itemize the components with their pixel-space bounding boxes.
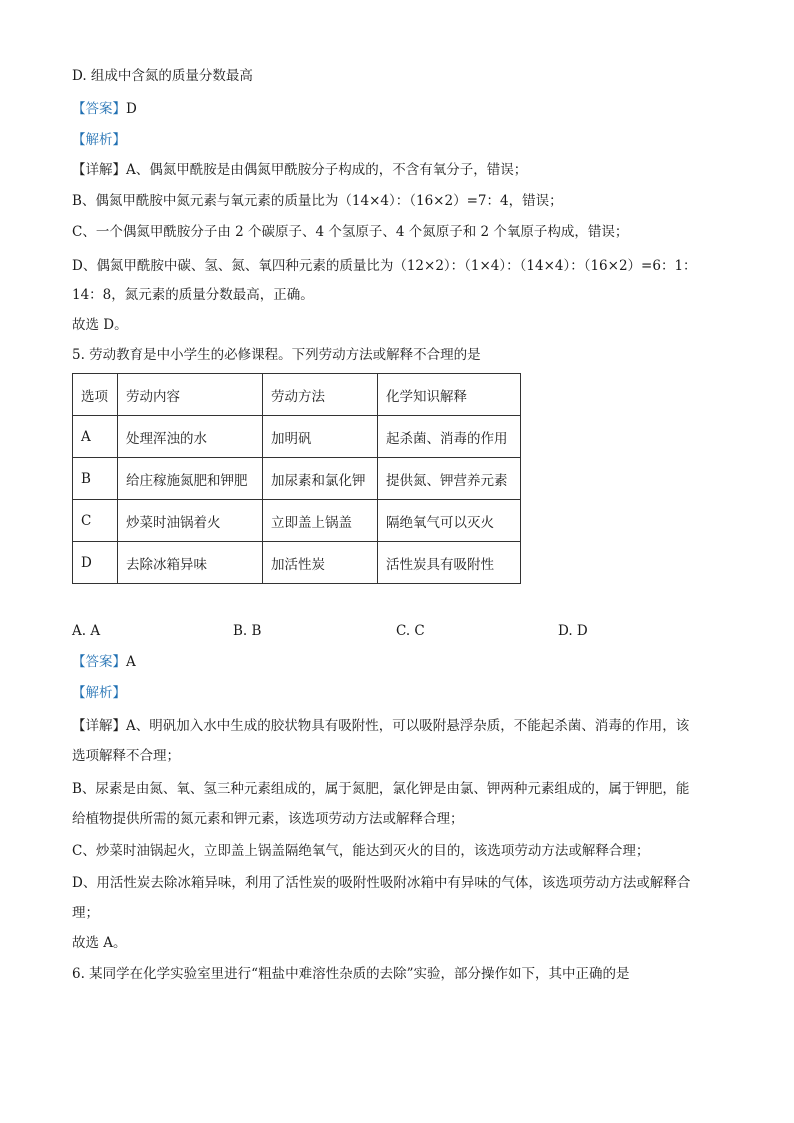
q4-conclusion: 故选 D。	[72, 317, 128, 333]
q4-detail-b: B、偶氮甲酰胺中氮元素与氧元素的质量比为（14×4）：（16×2）=7：4，错误；	[72, 193, 563, 209]
q4-detail-d2: 14：8，氮元素的质量分数最高，正确。	[72, 287, 314, 303]
q5-detail-b1: B、尿素是由氮、氧、氢三种元素组成的，属于氮肥，氯化钾是由氯、钾两种元素组成的，属于钾肥，能	[72, 781, 690, 797]
q5-table	[72, 373, 521, 584]
q5-detail-b2: 给植物提供所需的氮元素和钾元素，该选项劳动方法或解释合理；	[72, 811, 464, 827]
q5-answer: A	[126, 654, 136, 670]
q5-analysis-tag: 【解析】	[72, 685, 126, 701]
answer-tag: 【答案】	[72, 654, 126, 670]
q4-answer-line	[72, 99, 137, 119]
table-cell: 提供氮、钾营养元素	[378, 458, 521, 500]
table-row	[73, 500, 521, 542]
q4-detail-d1: D、偶氮甲酰胺中碳、氢、氮、氧四种元素的质量比为（12×2）：（1×4）：（14×4）：（16×2）=6：1：	[72, 258, 697, 274]
table-header-row	[73, 374, 521, 416]
detail-tag: 【详解】	[72, 718, 126, 734]
q4-analysis-tag: 【解析】	[72, 132, 126, 148]
table-cell: C	[73, 500, 118, 542]
table-header: 化学知识解释	[378, 374, 521, 416]
table-cell: 隔绝氧气可以灭火	[378, 500, 521, 542]
table-cell: 加活性炭	[263, 542, 378, 584]
table-cell: 加尿素和氯化钾	[263, 458, 378, 500]
table-row	[73, 542, 521, 584]
option-a[interactable]: A. A	[72, 623, 101, 639]
table-row	[73, 458, 521, 500]
q4-detail-a	[72, 160, 527, 180]
table-cell: D	[73, 542, 118, 584]
q6-question: 6. 某同学在化学实验室里进行“粗盐中难溶性杂质的去除”实验，部分操作如下，其中正确的是	[72, 966, 630, 982]
table-cell: 加明矾	[263, 416, 378, 458]
table-header: 劳动内容	[118, 374, 263, 416]
table-cell: A	[73, 416, 118, 458]
table-cell: 给庄稼施氮肥和钾肥	[118, 458, 263, 500]
table-header: 选项	[73, 374, 118, 416]
option-b[interactable]: B. B	[233, 623, 262, 639]
q5-detail-d2: 理；	[72, 905, 99, 921]
answer-tag: 【答案】	[72, 101, 126, 117]
option-c[interactable]: C. C	[396, 623, 425, 639]
table-cell: 去除冰箱异味	[118, 542, 263, 584]
table-cell: 炒菜时油锅着火	[118, 500, 263, 542]
table-cell: B	[73, 458, 118, 500]
table-cell: 立即盖上锅盖	[263, 500, 378, 542]
q5-detail-a1	[72, 716, 689, 736]
prev-option-d: D. 组成中含氮的质量分数最高	[72, 68, 253, 84]
q5-question: 5. 劳动教育是中小学生的必修课程。下列劳动方法或解释不合理的是	[72, 347, 481, 363]
q5-conclusion: 故选 A。	[72, 935, 127, 951]
q4-detail-c: C、一个偶氮甲酰胺分子由 2 个碳原子、4 个氢原子、4 个氮原子和 2 个氧原子构成，错误；	[72, 224, 629, 240]
q5-detail-c: C、炒菜时油锅起火，立即盖上锅盖隔绝氧气，能达到灭火的目的，该选项劳动方法或解释合理；	[72, 843, 650, 859]
q4-answer: D	[126, 101, 137, 117]
q5-detail-d1: D、用活性炭去除冰箱异味，利用了活性炭的吸附性吸附冰箱中有异味的气体，该选项劳动方法或解释合	[72, 875, 691, 891]
q5-detail-a2: 选项解释不合理；	[72, 748, 180, 764]
option-d[interactable]: D. D	[558, 623, 588, 639]
table-cell: 活性炭具有吸附性	[378, 542, 521, 584]
q4-detail-a-text: A、偶氮甲酰胺是由偶氮甲酰胺分子构成的，不含有氧分子，错误；	[126, 162, 528, 178]
table-cell: 起杀菌、消毒的作用	[378, 416, 521, 458]
table-cell: 处理浑浊的水	[118, 416, 263, 458]
table-row	[73, 416, 521, 458]
q5-detail-a1-text: A、明矾加入水中生成的胶状物具有吸附性，可以吸附悬浮杂质，不能起杀菌、消毒的作用，该	[126, 718, 690, 734]
table-header: 劳动方法	[263, 374, 378, 416]
q5-answer-line	[72, 652, 136, 672]
detail-tag: 【详解】	[72, 162, 126, 178]
